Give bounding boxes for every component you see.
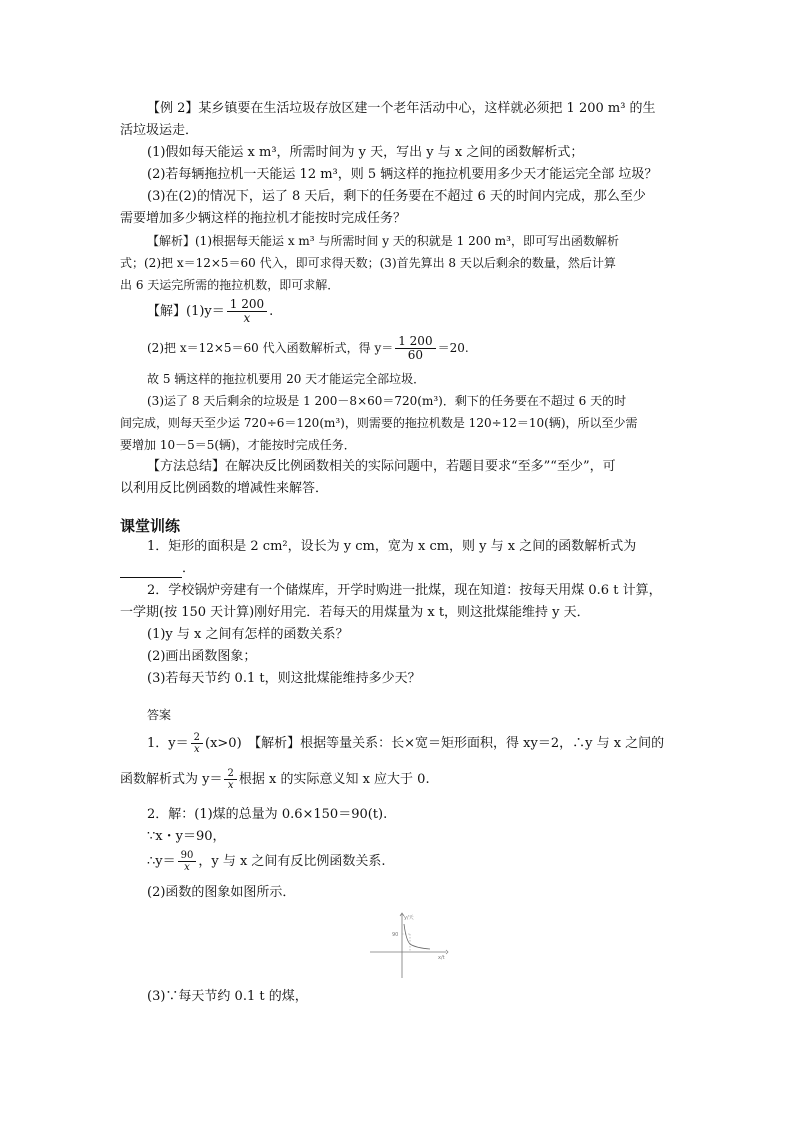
graph-x-label: x/t xyxy=(438,955,445,961)
practice-1-line-1: 1．矩形的面积是 2 cm²，设长为 y cm，宽为 x cm，则 y 与 x 之间的函数解析式为 xyxy=(147,539,637,554)
answer-2-line-3 xyxy=(147,846,707,878)
answer-1b-prefix: 函数解析式为 y＝ xyxy=(120,772,223,787)
analysis-line-3: 出 6 天运完所需的拖拉机数，即可求解． xyxy=(120,278,340,292)
graph-tick-label: 90 xyxy=(392,932,399,938)
practice-2-question-1: (1)y 与 x 之间有怎样的函数关系？ xyxy=(147,627,349,642)
solution-3-line-2: 间完成，则每天至少运 720÷6＝120(m³)，则需要的拖拉机数是 120÷12＝10(辆)，所以至少需 xyxy=(120,416,638,430)
analysis-line-1: 【解析】(1)根据每天能运 x m³ 与所需时间 y 天的积就是 1 200 m³，即可写出函数解析 xyxy=(147,234,619,248)
solution-2 xyxy=(147,332,707,364)
fraction-denominator: 60 xyxy=(407,348,424,362)
practice-2-line-1: 2．学校锅炉旁建有一个储煤库，开学时购进一批煤，现在知道：按每天用煤 0.6 t 计算， xyxy=(147,583,662,598)
analysis-line-2: 式；(2)把 x＝12×5＝60 代入，即可求得天数；(3)首先算出 8 天以后剩余的数量，然后计算 xyxy=(120,256,616,270)
fraction-denominator: x xyxy=(184,862,190,873)
fraction-numerator: 2 xyxy=(224,768,236,780)
hyperbola-curve xyxy=(404,924,430,949)
answer-1-line-1 xyxy=(147,728,707,760)
fraction-numerator: 90 xyxy=(178,850,197,862)
fraction xyxy=(395,335,435,362)
practice-1-line-2 xyxy=(120,560,680,578)
answer-2-line-4: (2)函数的图象如图所示． xyxy=(147,885,296,900)
answers-heading: 答案 xyxy=(147,708,172,722)
x-axis-arrow xyxy=(446,950,448,954)
practice-2-question-2: (2)画出函数图象； xyxy=(147,649,257,664)
solution-2-suffix: ＝20. xyxy=(437,341,469,355)
answer-2c-suffix: ，y 与 x 之间有反比例函数关系. xyxy=(198,854,386,869)
solution-2-prefix: (2)把 x＝12×5＝60 代入函数解析式，得 y＝ xyxy=(147,341,394,355)
solution-3-line-3: 要增加 10－5＝5(辆)，才能按时完成任务． xyxy=(120,438,356,452)
solution-1-prefix: 【解】(1)y＝ xyxy=(147,304,225,319)
fraction-denominator: x xyxy=(227,780,234,791)
method-summary-line-2: 以利用反比例函数的增减性来解答． xyxy=(120,481,329,496)
function-graph xyxy=(368,910,450,980)
fraction xyxy=(178,850,197,873)
question-3-line-1: (3)在(2)的情况下，运了 8 天后，剩下的任务要在不超过 6 天的时间内完成，那么至少 xyxy=(147,189,646,204)
graph-y-label: y/天 xyxy=(404,915,414,921)
answer-1-text: (x>0) 【解析】根据等量关系：长×宽＝矩形面积，得 xy＝2，∴y 与 x 之间的 xyxy=(205,736,665,751)
fraction-denominator: x xyxy=(193,744,200,755)
answer-1-prefix: 1．y＝ xyxy=(147,736,189,751)
solution-3-line-1: (3)运了 8 天后剩余的垃圾是 1 200－8×60＝720(m³)．剩下的任务要在不超过 6 天的时 xyxy=(147,394,627,408)
fraction xyxy=(227,298,267,325)
fraction xyxy=(191,732,203,755)
answer-2-line-1: 2．解：(1)煤的总量为 0.6×150＝90(t). xyxy=(147,807,388,822)
question-2: (2)若每辆拖拉机一天能运 12 m³，则 5 辆这样的拖拉机要用多少天才能运完全部 垃圾？ xyxy=(147,167,658,182)
answer-2-line-5: (3)∵每天节约 0.1 t 的煤， xyxy=(147,989,308,1004)
fraction-denominator: x xyxy=(243,311,251,325)
fraction-numerator: 2 xyxy=(191,732,203,744)
solution-1 xyxy=(147,296,707,328)
question-1: (1)假如每天能运 x m³，所需时间为 y 天，写出 y 与 x 之间的函数解析式； xyxy=(147,145,584,160)
example-line-1: 【例 2】某乡镇要在生活垃圾存放区建一个老年活动中心，这样就必须把 1 200 m³ 的生 xyxy=(147,101,656,116)
answer-blank xyxy=(120,565,182,578)
answer-2-line-2: ∵x・y＝90， xyxy=(147,829,226,844)
solution-2-conclusion: 故 5 辆这样的拖拉机要用 20 天才能运完全部垃圾． xyxy=(147,372,426,386)
fraction xyxy=(224,768,236,791)
question-3-line-2: 需要增加多少辆这样的拖拉机才能按时完成任务？ xyxy=(120,211,407,226)
answer-1-line-2 xyxy=(120,764,680,796)
practice-2-question-3: (3)若每天节约 0.1 t，则这批煤能维持多少天？ xyxy=(147,671,421,686)
method-summary-line-1: 【方法总结】在解决反比例函数相关的实际问题中，若题目要求“至多”“至少”，可 xyxy=(147,459,616,474)
fraction-numerator: 1 200 xyxy=(227,298,267,312)
example-line-2: 活垃圾运走． xyxy=(120,123,199,138)
solution-1-suffix: . xyxy=(269,304,274,319)
practice-2-line-2: 一学期(按 150 天计算)刚好用完．若每天的用煤量为 x t，则这批煤能维持 y 天． xyxy=(120,605,590,620)
practice-heading: 课堂训练 xyxy=(120,517,181,535)
fraction-numerator: 1 200 xyxy=(395,335,435,349)
practice-1-end: ． xyxy=(182,561,196,576)
answer-1b-suffix: 根据 x 的实际意义知 x 应大于 0. xyxy=(238,772,430,787)
answer-2c-prefix: ∴y＝ xyxy=(147,854,176,869)
